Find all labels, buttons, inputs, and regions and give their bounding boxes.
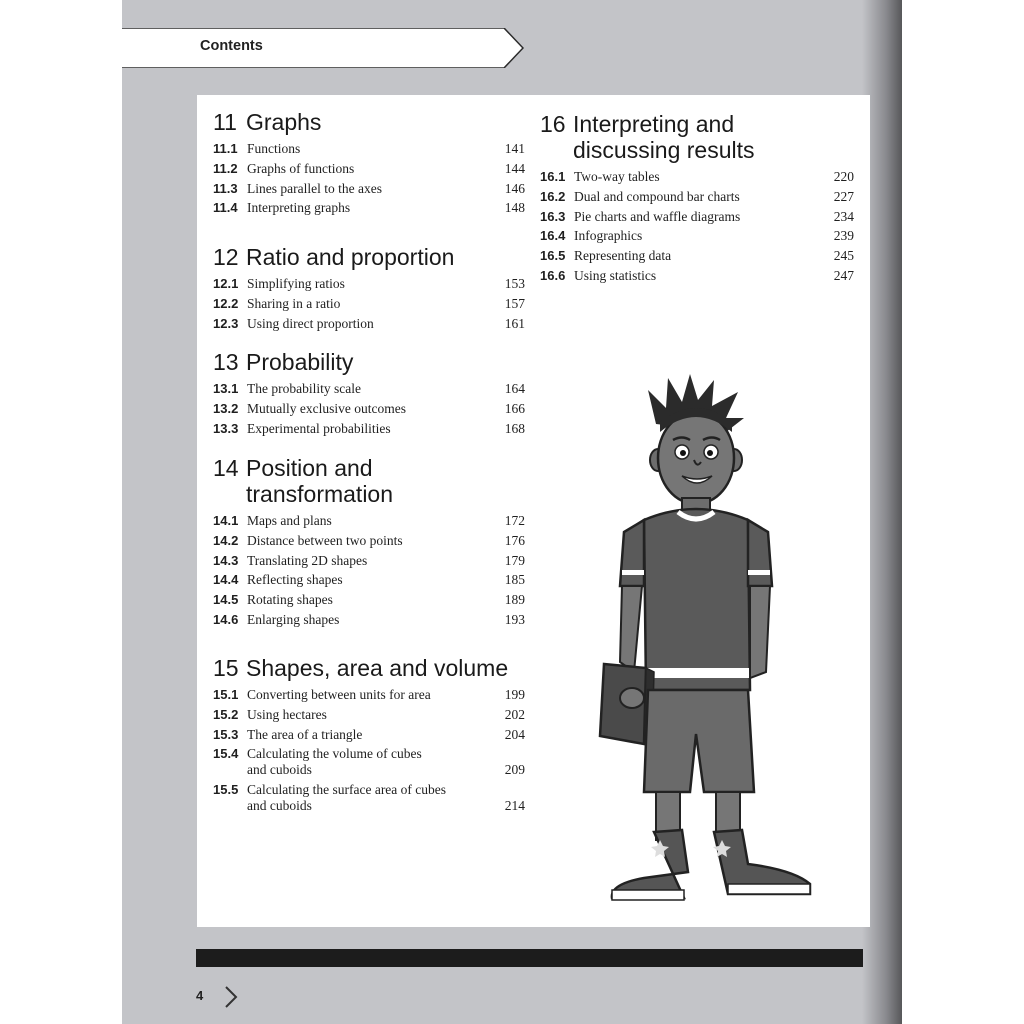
entry-page: 234 bbox=[833, 208, 854, 224]
toc-entry[interactable] bbox=[213, 276, 525, 292]
entry-number: 15.1 bbox=[213, 687, 239, 702]
entry-number: 13.1 bbox=[213, 381, 239, 396]
chapter-title: Position and transformation bbox=[246, 455, 394, 507]
toc-entry[interactable] bbox=[213, 316, 525, 332]
entry-number: 13.2 bbox=[213, 400, 239, 416]
toc-entry[interactable] bbox=[213, 421, 525, 437]
footer-bar bbox=[196, 949, 863, 967]
entry-page: 209 bbox=[504, 762, 525, 778]
entry-title: Using statistics bbox=[574, 267, 657, 283]
chapter-number: 13 bbox=[213, 349, 239, 375]
entry-title: Using hectares bbox=[247, 706, 327, 722]
entry-page: 168 bbox=[504, 420, 525, 436]
entry-page: 214 bbox=[504, 798, 525, 814]
toc-entry[interactable] bbox=[213, 687, 525, 703]
entry-title: Sharing in a ratio bbox=[247, 295, 341, 311]
toc-entry[interactable] bbox=[213, 200, 525, 216]
entry-number: 16.4 bbox=[540, 228, 566, 244]
entry-title: Using direct proportion bbox=[247, 315, 374, 331]
chapter-heading bbox=[213, 244, 525, 270]
toc-entry[interactable] bbox=[213, 612, 525, 628]
entry-number: 16.3 bbox=[540, 208, 566, 224]
entry-page: 193 bbox=[504, 611, 525, 627]
chapter-11 bbox=[213, 109, 525, 220]
entry-number: 16.1 bbox=[540, 169, 566, 184]
entry-number: 12.2 bbox=[213, 295, 239, 311]
page-number: 4 bbox=[196, 988, 204, 1003]
entry-number: 14.1 bbox=[213, 513, 239, 528]
entry-page: 227 bbox=[833, 188, 854, 204]
chapter-items bbox=[213, 276, 525, 332]
entry-page: 148 bbox=[504, 200, 525, 216]
entry-title: Interpreting graphs bbox=[247, 200, 351, 216]
toc-entry[interactable] bbox=[213, 533, 525, 549]
chapter-heading bbox=[540, 111, 854, 163]
toc-entry[interactable] bbox=[213, 572, 525, 588]
chapter-heading bbox=[213, 455, 525, 507]
toc-entry[interactable] bbox=[540, 169, 854, 185]
entry-page: 185 bbox=[504, 572, 525, 588]
entry-number: 14.3 bbox=[213, 552, 239, 568]
entry-page: 161 bbox=[504, 315, 525, 331]
entry-title: The area of a triangle bbox=[247, 726, 363, 742]
entry-page: 153 bbox=[504, 276, 525, 291]
toc-entry[interactable] bbox=[540, 189, 854, 205]
entry-number: 14.5 bbox=[213, 592, 239, 608]
entry-title: Simplifying ratios bbox=[247, 276, 345, 291]
entry-page: 164 bbox=[504, 381, 525, 396]
chapter-items bbox=[213, 381, 525, 437]
toc-entry[interactable] bbox=[540, 248, 854, 264]
entry-title: Enlarging shapes bbox=[247, 611, 340, 627]
chapter-13 bbox=[213, 349, 525, 440]
entry-title: Translating 2D shapes bbox=[247, 552, 368, 568]
chapter-items bbox=[213, 513, 525, 628]
entry-page: 141 bbox=[504, 141, 525, 156]
entry-number: 12.3 bbox=[213, 315, 239, 331]
entry-page: 146 bbox=[504, 180, 525, 196]
chapter-number: 11 bbox=[213, 109, 237, 135]
entry-number: 16.5 bbox=[540, 248, 566, 264]
chapter-number: 14 bbox=[213, 455, 239, 481]
entry-title: Pie charts and waffle diagrams bbox=[574, 208, 741, 224]
entry-number: 15.3 bbox=[213, 726, 239, 742]
entry-number: 16.2 bbox=[540, 188, 566, 204]
toc-entry[interactable] bbox=[213, 746, 525, 778]
header-title: Contents bbox=[200, 38, 263, 54]
entry-number: 14.2 bbox=[213, 532, 239, 548]
entry-title: Infographics bbox=[574, 228, 643, 244]
chapter-items bbox=[213, 687, 525, 814]
entry-page: 245 bbox=[833, 248, 854, 264]
chapter-items bbox=[213, 141, 525, 216]
entry-page: 144 bbox=[504, 160, 525, 176]
chapter-heading bbox=[213, 655, 525, 681]
toc-entry[interactable] bbox=[540, 209, 854, 225]
toc-entry[interactable] bbox=[213, 296, 525, 312]
chapter-heading bbox=[213, 109, 525, 135]
toc-entry[interactable] bbox=[213, 707, 525, 723]
chapter-number: 15 bbox=[213, 655, 239, 681]
header-tab-shape bbox=[122, 28, 524, 68]
entry-title: Two-way tables bbox=[574, 169, 660, 184]
entry-title: Mutually exclusive outcomes bbox=[247, 400, 406, 416]
entry-page: 247 bbox=[833, 267, 854, 283]
entry-number: 11.2 bbox=[213, 160, 238, 176]
entry-page: 172 bbox=[504, 513, 525, 528]
entry-number: 13.3 bbox=[213, 420, 239, 436]
entry-title: Maps and plans bbox=[247, 513, 332, 528]
entry-title: Converting between units for area bbox=[247, 687, 431, 702]
toc-entry[interactable] bbox=[540, 268, 854, 284]
entry-title: Reflecting shapes bbox=[247, 572, 343, 588]
entry-number: 11.3 bbox=[213, 180, 238, 196]
entry-title: Graphs of functions bbox=[247, 160, 355, 176]
entry-number: 11.4 bbox=[213, 200, 238, 216]
entry-title: Lines parallel to the axes bbox=[247, 180, 382, 196]
toc-entry[interactable] bbox=[540, 228, 854, 244]
entry-number: 16.6 bbox=[540, 267, 566, 283]
toc-entry[interactable] bbox=[213, 553, 525, 569]
entry-title: The probability scale bbox=[247, 381, 361, 396]
entry-page: 204 bbox=[504, 726, 525, 742]
entry-title: Functions bbox=[247, 141, 301, 156]
entry-page: 179 bbox=[504, 552, 525, 568]
entry-title: Representing data bbox=[574, 248, 672, 264]
toc-entry[interactable] bbox=[213, 141, 525, 157]
section-header-tab bbox=[122, 28, 524, 68]
chevron-right-icon bbox=[224, 985, 238, 1009]
entry-title: Rotating shapes bbox=[247, 592, 333, 608]
entry-number: 15.2 bbox=[213, 706, 239, 722]
toc-entry[interactable] bbox=[213, 161, 525, 177]
student-with-book-illustration bbox=[598, 372, 818, 912]
entry-page: 176 bbox=[504, 532, 525, 548]
entry-title: Calculating the surface area of cubes and cuboids bbox=[247, 782, 447, 814]
entry-page: 166 bbox=[504, 400, 525, 416]
toc-entry[interactable] bbox=[213, 592, 525, 608]
toc-entry[interactable] bbox=[213, 181, 525, 197]
toc-entry[interactable] bbox=[213, 782, 525, 814]
entry-number: 14.6 bbox=[213, 611, 239, 627]
toc-entry[interactable] bbox=[213, 381, 525, 397]
entry-number: 11.1 bbox=[213, 141, 238, 156]
entry-title: Experimental probabilities bbox=[247, 420, 391, 436]
entry-page: 199 bbox=[504, 687, 525, 702]
entry-number: 15.5 bbox=[213, 782, 239, 798]
chapter-12 bbox=[213, 244, 525, 335]
chapter-number: 12 bbox=[213, 244, 239, 270]
entry-page: 239 bbox=[833, 228, 854, 244]
entry-page: 189 bbox=[504, 592, 525, 608]
chapter-title: Probability bbox=[246, 349, 354, 375]
chapter-items bbox=[540, 169, 854, 284]
chapter-title: Ratio and proportion bbox=[246, 244, 455, 270]
toc-entry[interactable] bbox=[213, 401, 525, 417]
toc-entry[interactable] bbox=[213, 513, 525, 529]
entry-title: Dual and compound bar charts bbox=[574, 188, 740, 204]
entry-number: 14.4 bbox=[213, 572, 239, 588]
chapter-title: Interpreting and discussing results bbox=[573, 111, 755, 163]
chapter-title: Graphs bbox=[246, 109, 322, 135]
entry-page: 220 bbox=[833, 169, 854, 184]
chapter-14 bbox=[213, 455, 525, 632]
entry-page: 157 bbox=[504, 295, 525, 311]
entry-page: 202 bbox=[504, 706, 525, 722]
chapter-heading bbox=[213, 349, 525, 375]
toc-entry[interactable] bbox=[213, 727, 525, 743]
entry-title: Calculating the volume of cubes and cuboids bbox=[247, 746, 422, 778]
chapter-title: Shapes, area and volume bbox=[246, 655, 509, 681]
entry-number: 12.1 bbox=[213, 276, 239, 291]
entry-title: Distance between two points bbox=[247, 532, 403, 548]
entry-number: 15.4 bbox=[213, 746, 239, 762]
chapter-16 bbox=[540, 111, 854, 288]
chapter-15 bbox=[213, 655, 525, 818]
chapter-number: 16 bbox=[540, 111, 566, 137]
